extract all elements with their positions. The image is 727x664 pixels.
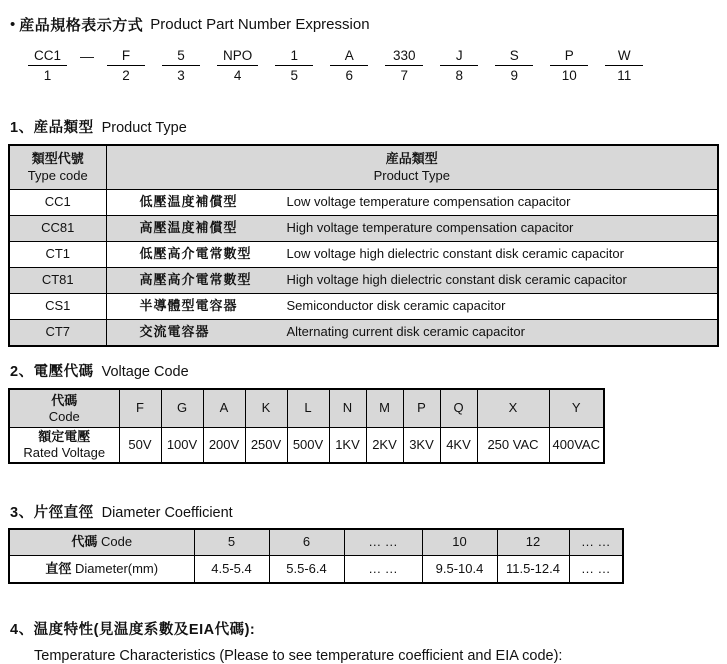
pn-segment [107,48,145,83]
table-row [9,268,718,294]
table-header-row [9,145,718,190]
voltage-code-table [8,388,605,464]
voltage-code-cell: Y [549,389,604,428]
voltage-code-cell: L [287,389,329,428]
table-header-row [9,529,623,556]
type-desc-cell [106,320,718,347]
pn-code: A [330,48,368,66]
type-code-cell: CT7 [9,320,106,347]
voltage-value-cell: 500V [287,428,329,464]
pn-position: 10 [561,68,577,83]
diameter-value-label [9,556,194,584]
table-row [9,428,604,464]
type-code-cell: CT81 [9,268,106,294]
voltage-value-cell: 4KV [440,428,477,464]
diameter-value-cell: 9.5-10.4 [422,556,497,584]
doc-title-en: Product Part Number Expression [150,16,370,33]
diameter-code-cell: 5 [194,529,269,556]
pn-segment [385,48,423,83]
diameter-code-cell: 12 [497,529,569,556]
table-row [9,294,718,320]
doc-title [10,14,719,35]
voltage-value-cell: 1KV [329,428,366,464]
type-code-cell: CS1 [9,294,106,320]
diameter-value-label-zh: 直徑 [45,560,72,576]
diameter-code-label-zh: 代碼 [71,534,98,550]
pn-position: 1 [43,68,52,83]
voltage-code-cell: X [477,389,549,428]
doc-title-zh: 産品規格表示方式 [19,17,144,34]
section1-heading-en: Product Type [101,120,187,136]
pn-code: F [107,48,145,66]
pn-segment [162,48,200,83]
table-row [9,242,718,268]
type-desc-en: Alternating current disk ceramic capacitor [286,324,525,340]
pn-position: 4 [233,68,242,83]
pn-segment [28,48,67,83]
type-desc-en: High voltage high dielectric constant disk ceramic capacitor [286,272,627,288]
pn-code: 330 [385,48,423,66]
section3-heading-en: Diameter Coefficient [101,505,233,521]
pn-segment [440,48,478,83]
voltage-value-cell: 400VAC [549,428,604,464]
voltage-value-cell: 250 VAC [477,428,549,464]
type-desc-cell [106,268,718,294]
voltage-code-cell: M [366,389,403,428]
voltage-code-label-zh: 代碼 [51,392,78,408]
pn-position: 8 [455,68,464,83]
section1-heading [10,116,719,137]
header-type-code-en: Type code [27,167,88,183]
pn-position: 3 [177,68,185,83]
type-desc-zh: 半導體型電容器 [139,298,238,314]
voltage-code-cell: A [203,389,245,428]
type-desc-en: Low voltage high dielectric constant disk ceramic capacitor [286,246,624,262]
pn-code: 1 [275,48,313,66]
product-type-table [8,144,719,347]
diameter-table [8,528,624,584]
diameter-code-cell: … … [344,529,422,556]
type-code-cell: CC81 [9,216,106,242]
diameter-value-cell: … … [344,556,422,584]
pn-segment [217,48,258,83]
voltage-value-cell: 100V [161,428,203,464]
voltage-code-cell: G [161,389,203,428]
header-product-type [106,145,718,190]
part-number-row [28,48,719,83]
type-desc-en: High voltage temperature compensation capacitor [286,220,574,236]
section2-heading-zh: 2、電壓代碼 [10,364,94,380]
pn-code: NPO [217,48,258,66]
diameter-code-cell: … … [569,529,623,556]
type-desc-zh: 高壓温度補償型 [139,220,238,236]
pn-position: 2 [122,68,130,83]
header-type-code [9,145,106,190]
section2-heading [10,360,719,381]
header-product-type-en: Product Type [373,167,450,183]
pn-segment [550,48,588,83]
section4-heading [10,618,719,664]
diameter-value-cell: … … [569,556,623,584]
table-row [9,190,718,216]
pn-position: 5 [290,68,299,83]
type-desc-cell [106,190,718,216]
type-desc-zh: 高壓高介電常數型 [139,272,252,288]
pn-code: CC1 [28,48,67,66]
pn-position: 9 [510,68,519,83]
diameter-value-cell: 5.5-6.4 [269,556,344,584]
header-type-code-zh: 類型代號 [31,151,84,167]
type-desc-cell [106,242,718,268]
voltage-code-cell: N [329,389,366,428]
rated-voltage-label-en: Rated Voltage [23,445,106,460]
diameter-code-cell: 6 [269,529,344,556]
voltage-code-cell: K [245,389,287,428]
diameter-code-label-en: Code [101,534,133,550]
pn-segment [495,48,533,83]
table-row [9,556,623,584]
table-row [9,216,718,242]
section2-heading-en: Voltage Code [101,364,189,380]
pn-position: 7 [400,68,409,83]
section1-heading-zh: 1、産品類型 [10,120,94,136]
diameter-code-cell: 10 [422,529,497,556]
pn-code: W [605,48,643,66]
type-desc-cell [106,216,718,242]
section3-heading-zh: 3、片徑直徑 [10,505,94,521]
type-code-cell: CT1 [9,242,106,268]
pn-segment [330,48,368,83]
type-desc-cell [106,294,718,320]
rated-voltage-label-zh: 額定電壓 [38,429,91,445]
bullet-icon: • [10,16,16,33]
section4-zh: 4、温度特性(見温度系數及EIA代碼): [10,622,256,638]
pn-code: 5 [162,48,200,66]
voltage-code-label [9,389,119,428]
pn-segment [275,48,313,83]
section4-en: Temperature Characteristics (Please to see temperature coefficient and EIA code): [34,648,563,664]
pn-code: S [495,48,533,66]
voltage-code-label-en: Code [48,408,80,424]
rated-voltage-label [9,428,119,464]
voltage-value-cell: 200V [203,428,245,464]
pn-code: P [550,48,588,66]
type-code-cell: CC1 [9,190,106,216]
voltage-code-cell: P [403,389,440,428]
type-desc-en: Semiconductor disk ceramic capacitor [286,298,506,314]
table-header-row [9,389,604,428]
voltage-value-cell: 2KV [366,428,403,464]
header-product-type-zh: 産品類型 [385,151,438,167]
pn-code: J [440,48,478,66]
voltage-code-cell: F [119,389,161,428]
diameter-code-label [9,529,194,556]
type-desc-zh: 交流電容器 [139,324,210,340]
pn-position: 6 [345,68,354,83]
type-desc-zh: 低壓温度補償型 [139,194,238,210]
type-desc-zh: 低壓高介電常數型 [139,246,252,262]
voltage-code-cell: Q [440,389,477,428]
type-desc-en: Low voltage temperature compensation capacitor [286,194,571,210]
voltage-value-cell: 250V [245,428,287,464]
table-row [9,320,718,347]
pn-dash-separator: — [80,48,95,64]
diameter-value-cell: 4.5-5.4 [194,556,269,584]
voltage-value-cell: 3KV [403,428,440,464]
section3-heading [10,501,719,522]
pn-segment [605,48,643,83]
diameter-value-label-en: Diameter(mm) [75,560,159,576]
voltage-value-cell: 50V [119,428,161,464]
diameter-value-cell: 11.5-12.4 [497,556,569,584]
pn-position: 11 [617,68,632,83]
